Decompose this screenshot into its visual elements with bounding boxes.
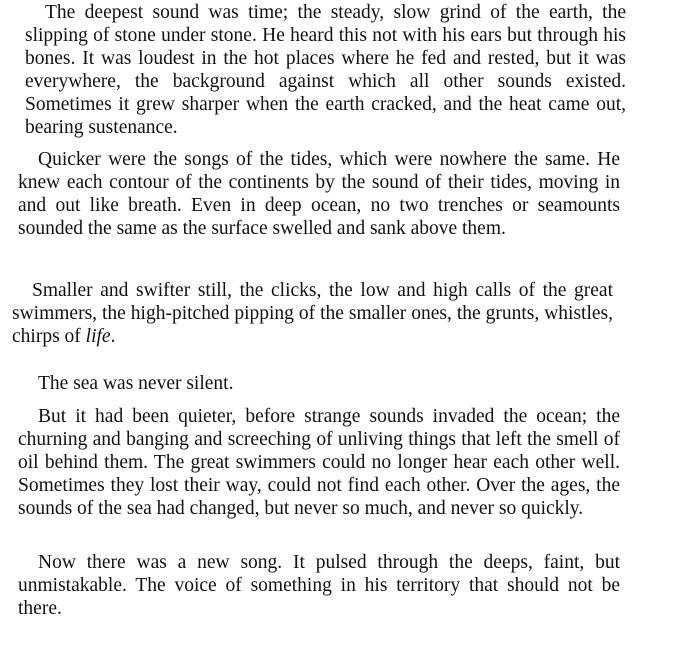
paragraph-strange-sounds (18, 405, 620, 520)
paragraph-text: The deepest sound was time; the steady, slow grind of the earth, the slipping of stone under stone. He heard this not with his ears but through his bones. It was loudest in the hot places where he fed and rested, but it was everywhere, the background against which all other sounds existed. Sometimes it grew sharper when the earth cracked, and the heat came out, bearing sustenance. (25, 2, 626, 138)
paragraph-text: Smaller and swifter still, the clicks, the low and high calls of the great swimmers, the high-pitched pipping of the smaller ones, the grunts, whistles, chirps of (12, 280, 613, 347)
paragraph-new-song (18, 551, 620, 620)
paragraph-tides (18, 148, 620, 240)
italic-word-life: life (85, 326, 111, 347)
paragraph-text: The sea was never silent. (38, 373, 234, 394)
paragraph-deepest-sound (25, 1, 626, 139)
paragraph-text: Quicker were the songs of the tides, which were nowhere the same. He knew each contour of the continents by the sound of their tides, moving in and out like breath. Even in deep ocean, no two trenches or seamounts sounded the same as the surface swelled and sank above them. (18, 149, 620, 239)
paragraph-swimmers (12, 279, 613, 348)
paragraph-text: Now there was a new song. It pulsed through the deeps, faint, but unmistakable. The voice of something in his territory that should not be there. (18, 552, 620, 619)
paragraph-text-end: . (110, 326, 116, 347)
paragraph-sea-never-silent (18, 372, 620, 395)
paragraph-text: But it had been quieter, before strange sounds invaded the ocean; the churning and banging and screeching of unliving things that left the smell of oil behind them. The great swimmers could no longer hear each other well. Sometimes they lost their way, could not find each other. Over the ages, the sounds of the sea had changed, but never so much, and never so quickly. (18, 406, 620, 519)
